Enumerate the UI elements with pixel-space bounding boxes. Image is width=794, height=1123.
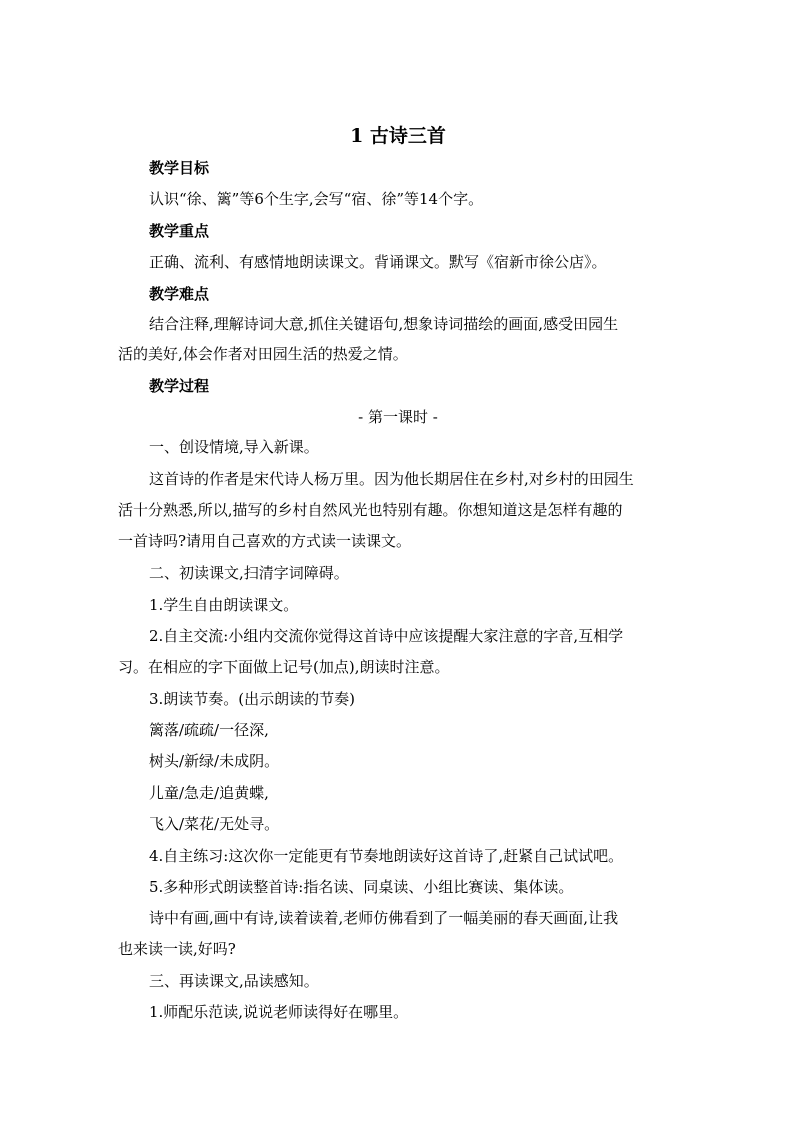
lesson-marker: - 第一课时 - [358,408,438,426]
step-two-heading: 二、初读课文,扫清字词障碍。 [149,564,349,582]
list-item: 1.师配乐范读,说说老师读得好在哪里。 [149,1003,409,1021]
difficulties-text-line-1: 结合注释,理解诗词大意,抓住关键语句,想象诗词描绘的画面,感受田园生 [149,315,619,333]
paragraph-line: 一首诗吗?请用自己喜欢的方式读一读课文。 [118,532,412,550]
difficulties-text-line-2: 活的美好,体会作者对田园生活的热爱之情。 [118,345,408,363]
step-three-heading: 三、再读课文,品读感知。 [149,972,319,990]
list-item: 5.多种形式朗读整首诗:指名读、同桌读、小组比赛读、集体读。 [149,878,574,896]
list-item: 2.自主交流:小组内交流你觉得这首诗中应该提醒大家注意的字音,互相学 [149,627,624,645]
key-points-text: 正确、流利、有感情地朗读课文。背诵课文。默写《宿新市徐公店》。 [149,253,607,271]
paragraph-line: 也来读一读,好吗? [118,940,236,958]
heading-difficulties: 教学难点 [149,285,210,303]
poem-line: 儿童/急走/追黄蝶, [149,784,269,802]
list-item: 3.朗读节奏。(出示朗读的节奏) [149,690,356,708]
document-title: 1 古诗三首 [350,125,446,147]
poem-line: 飞入/菜花/无处寻。 [149,815,280,833]
paragraph-line: 诗中有画,画中有诗,读着读着,老师仿佛看到了一幅美丽的春天画面,让我 [149,909,619,927]
step-one-heading: 一、创设情境,导入新课。 [149,438,319,456]
poem-line: 篱落/疏疏/一径深, [149,721,269,739]
goals-text: 认识“徐、篱”等6个生字,会写“宿、徐”等14个字。 [149,190,484,208]
paragraph-line: 这首诗的作者是宋代诗人杨万里。因为他长期居住在乡村,对乡村的田园生 [149,470,634,488]
paragraph-line: 活十分熟悉,所以,描写的乡村自然风光也特别有趣。你想知道这是怎样有趣的 [118,501,623,519]
heading-key-points: 教学重点 [149,222,210,240]
list-item-continuation: 习。在相应的字下面做上记号(加点),朗读时注意。 [118,658,450,676]
heading-teaching-process: 教学过程 [149,377,210,395]
heading-teaching-goals: 教学目标 [149,159,210,177]
list-item: 1.学生自由朗读课文。 [149,596,299,614]
list-item: 4.自主练习:这次你一定能更有节奏地朗读好这首诗了,赶紧自己试试吧。 [149,847,624,865]
poem-line: 树头/新绿/未成阴。 [149,752,280,770]
